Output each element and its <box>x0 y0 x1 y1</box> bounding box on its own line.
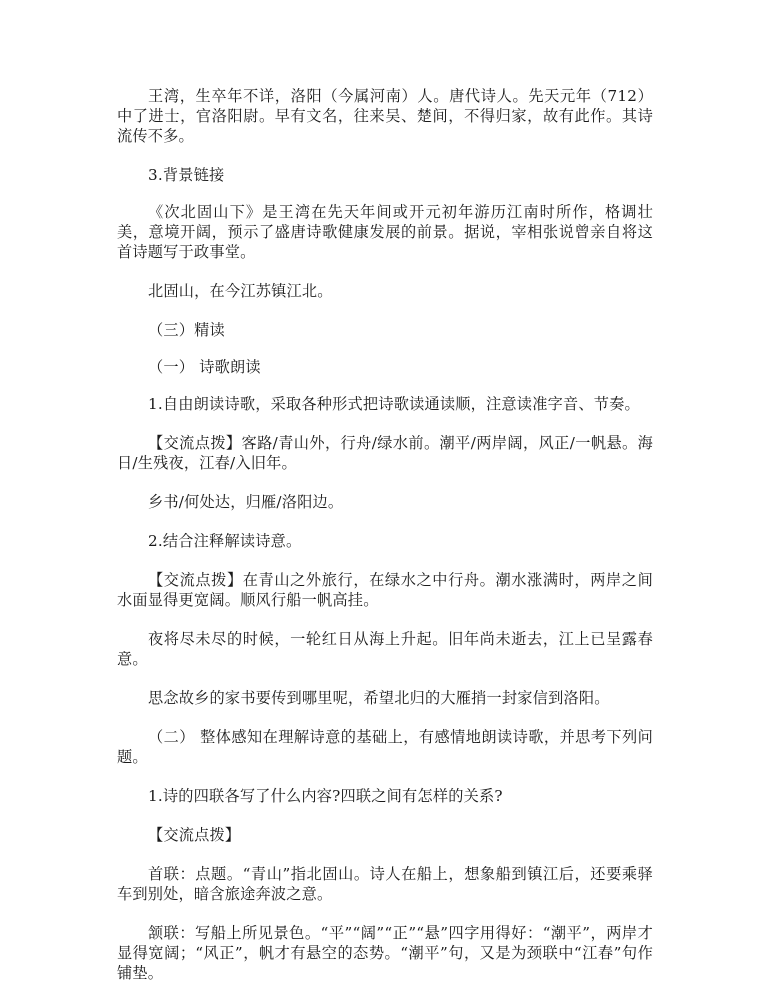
rhythm-guide-paragraph: 【交流点拨】客路/青山外，行舟/绿水前。潮平/两岸阔，风正/一帆悬。海日/生残夜，江春/入旧年。 <box>117 434 653 472</box>
task-1-read-aloud: 1.自由朗读诗歌，采取各种形式把诗歌读通读顺，注意读准字音、节奏。 <box>148 395 640 413</box>
beigushan-note: 北固山，在今江苏镇江北。 <box>148 282 333 300</box>
background-paragraph: 《次北固山下》是王湾在先天年间或开元初年游历江南时所作，格调壮美，意境开阔，预示了盛唐诗歌健康发展的前景。据说，宰相张说曾亲自将这首诗题写于政事堂。 <box>117 203 653 261</box>
interpretation-paragraph-3: 思念故乡的家书要传到哪里呢，希望北归的大雁捎一封家信到洛阳。 <box>148 689 610 707</box>
author-bio-paragraph: 王湾，生卒年不详，洛阳（今属河南）人。唐代诗人。先天元年（712）中了进士，官洛阳尉。早有文名，往来吴、楚间，不得归家，故有此作。其诗流传不多。 <box>117 87 653 145</box>
question-four-couplets: 1.诗的四联各写了什么内容?四联之间有怎样的关系? <box>148 787 503 805</box>
exchange-guide-label: 【交流点拨】 <box>148 826 241 844</box>
subheading-poem-reading: （一） 诗歌朗读 <box>148 358 261 376</box>
subheading-overall-perception: （二） 整体感知在理解诗意的基础上，有感情地朗读诗歌，并思考下列问题。 <box>117 728 653 766</box>
section-heading-close-reading: （三）精读 <box>148 321 225 339</box>
interpretation-paragraph-1: 【交流点拨】在青山之外旅行，在绿水之中行舟。潮水涨满时，两岸之间水面显得更宽阔。顺风行船一帆高挂。 <box>117 571 653 609</box>
section-heading-background: 3.背景链接 <box>148 166 225 184</box>
second-couplet-analysis: 颔联：写船上所见景色。“平”“阔”“正”“悬”四字用得好：“潮平”，两岸才显得宽阔；“风正”，帆才有悬空的态势。“潮平”句，又是为颈联中“江春”句作铺垫。 <box>117 924 653 982</box>
task-2-interpret: 2.结合注释解读诗意。 <box>148 532 302 550</box>
document-page <box>117 86 653 1002</box>
interpretation-paragraph-2: 夜将尽未尽的时候，一轮红日从海上升起。旧年尚未逝去，江上已呈露春意。 <box>117 630 653 668</box>
rhythm-guide-last-line: 乡书/何处达，归雁/洛阳边。 <box>148 493 344 511</box>
first-couplet-analysis: 首联：点题。“青山”指北固山。诗人在船上，想象船到镇江后，还要乘驿车到别处，暗含旅途奔波之意。 <box>117 865 653 903</box>
